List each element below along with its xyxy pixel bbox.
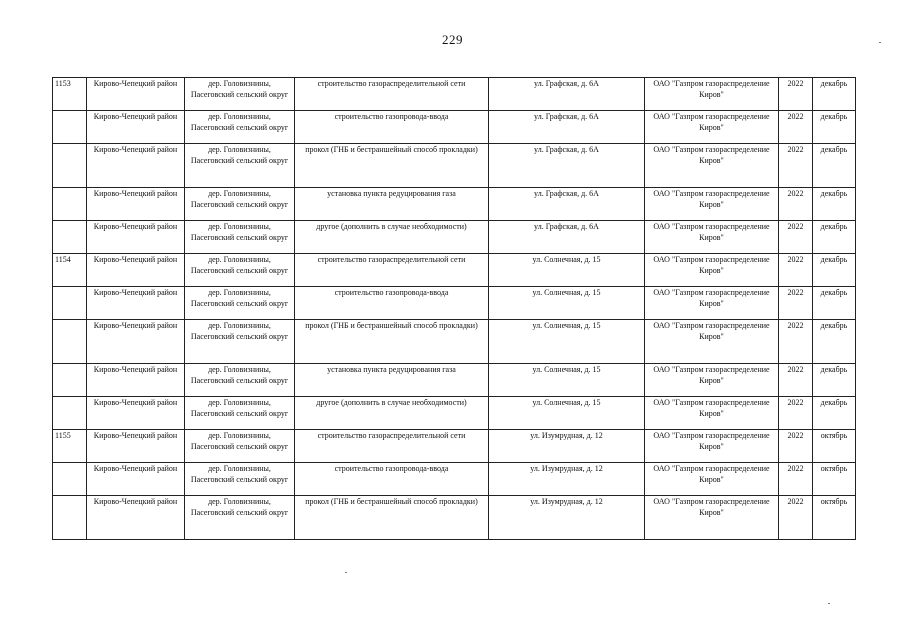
plan-month: декабрь [820,79,848,88]
table-row [53,144,856,188]
scan-speck [879,42,881,43]
cell-district [87,364,185,397]
organization-name: ОАО "Газпром газораспределение [653,112,770,121]
cell-number [53,463,87,496]
organization-name: ОАО "Газпром газораспределение [653,321,770,330]
settlement-district: Пасеговский сельский округ [190,332,289,341]
organization-city: Киров" [699,376,724,385]
organization-city: Киров" [699,233,724,242]
cell-month [813,111,856,144]
cell-number [53,430,87,463]
organization-name: ОАО "Газпром газораспределение [653,497,770,506]
street-address: ул. Солнечная, д. 15 [532,321,601,330]
organization-city: Киров" [699,200,724,209]
settlement-district: Пасеговский сельский округ [190,299,289,308]
table-row [53,78,856,111]
cell-district [87,221,185,254]
cell-organization [645,287,779,320]
cell-work-type [295,463,489,496]
cell-year [779,144,813,188]
cell-settlement [185,144,295,188]
plan-month: декабрь [820,321,848,330]
district-name: Кирово-Чепецкий район [93,288,178,297]
table-row [53,430,856,463]
cell-work-type [295,287,489,320]
settlement-name: дер. Головизнины, [208,222,271,231]
cell-address [489,111,645,144]
cell-settlement [185,78,295,111]
settlement-district: Пасеговский сельский округ [190,123,289,132]
cell-work-type [295,78,489,111]
cell-year [779,78,813,111]
street-address: ул. Изумрудная, д. 12 [530,464,603,473]
cell-year [779,463,813,496]
cell-district [87,144,185,188]
cell-settlement [185,188,295,221]
cell-address [489,320,645,364]
settlement-name: дер. Головизнины, [208,365,271,374]
cell-year [779,430,813,463]
settlement-name: дер. Головизнины, [208,497,271,506]
settlement-name: дер. Головизнины, [208,398,271,407]
cell-organization [645,144,779,188]
organization-name: ОАО "Газпром газораспределение [653,464,770,473]
work-type: прокол (ГНБ и бестраншейный способ прокладки) [305,321,478,330]
cell-month [813,188,856,221]
plan-year: 2022 [787,497,804,506]
row-number: 1153 [55,79,71,88]
cell-organization [645,397,779,430]
organization-city: Киров" [699,508,724,517]
settlement-name: дер. Головизнины, [208,464,271,473]
cell-address [489,430,645,463]
cell-organization [645,496,779,540]
table-body [53,78,856,540]
cell-address [489,254,645,287]
plan-year: 2022 [787,464,804,473]
street-address: ул. Графская, д. 6А [534,112,599,121]
plan-month: декабрь [820,255,848,264]
cell-month [813,221,856,254]
organization-city: Киров" [699,442,724,451]
cell-month [813,254,856,287]
cell-year [779,221,813,254]
settlement-district: Пасеговский сельский округ [190,409,289,418]
plan-month: декабрь [820,222,848,231]
page-number: 229 [442,32,463,47]
row-number: 1155 [55,431,71,440]
cell-number [53,144,87,188]
cell-year [779,496,813,540]
work-type: строительство газораспределительной сети [317,79,466,88]
cell-organization [645,78,779,111]
settlement-name: дер. Головизнины, [208,431,271,440]
cell-number [53,188,87,221]
plan-year: 2022 [787,255,804,264]
cell-district [87,463,185,496]
settlement-name: дер. Головизнины, [208,321,271,330]
cell-district [87,254,185,287]
table-row [53,287,856,320]
street-address: ул. Графская, д. 6А [534,79,599,88]
cell-address [489,463,645,496]
district-name: Кирово-Чепецкий район [93,464,178,473]
cell-number [53,254,87,287]
plan-month: октябрь [820,431,848,440]
work-type: строительство газопровода-ввода [334,112,449,121]
cell-district [87,320,185,364]
work-type: другое (дополнить в случае необходимости) [316,398,467,407]
cell-address [489,188,645,221]
cell-organization [645,430,779,463]
gasification-table [52,77,856,540]
organization-name: ОАО "Газпром газораспределение [653,398,770,407]
settlement-district: Пасеговский сельский округ [190,200,289,209]
cell-address [489,364,645,397]
cell-organization [645,254,779,287]
plan-year: 2022 [787,222,804,231]
plan-year: 2022 [787,365,804,374]
cell-work-type [295,111,489,144]
cell-district [87,111,185,144]
street-address: ул. Солнечная, д. 15 [532,398,601,407]
district-name: Кирово-Чепецкий район [93,112,178,121]
cell-settlement [185,364,295,397]
plan-month: декабрь [820,112,848,121]
cell-district [87,397,185,430]
district-name: Кирово-Чепецкий район [93,431,178,440]
cell-month [813,496,856,540]
plan-month: декабрь [820,189,848,198]
settlement-district: Пасеговский сельский округ [190,442,289,451]
organization-city: Киров" [699,299,724,308]
organization-name: ОАО "Газпром газораспределение [653,189,770,198]
cell-address [489,221,645,254]
cell-work-type [295,364,489,397]
work-type: прокол (ГНБ и бестраншейный способ прокладки) [305,497,478,506]
settlement-name: дер. Головизнины, [208,189,271,198]
settlement-name: дер. Головизнины, [208,112,271,121]
street-address: ул. Графская, д. 6А [534,189,599,198]
work-type: прокол (ГНБ и бестраншейный способ прокладки) [305,145,478,154]
cell-settlement [185,430,295,463]
cell-number [53,111,87,144]
settlement-district: Пасеговский сельский округ [190,266,289,275]
organization-city: Киров" [699,123,724,132]
plan-month: декабрь [820,398,848,407]
organization-name: ОАО "Газпром газораспределение [653,255,770,264]
table-row [53,320,856,364]
table-row [53,496,856,540]
table-row [53,364,856,397]
cell-number [53,287,87,320]
cell-month [813,397,856,430]
plan-year: 2022 [787,112,804,121]
organization-name: ОАО "Газпром газораспределение [653,145,770,154]
settlement-district: Пасеговский сельский округ [190,508,289,517]
plan-year: 2022 [787,321,804,330]
work-type: строительство газопровода-ввода [334,464,449,473]
cell-settlement [185,397,295,430]
organization-city: Киров" [699,475,724,484]
organization-name: ОАО "Газпром газораспределение [653,365,770,374]
cell-number [53,320,87,364]
cell-address [489,78,645,111]
street-address: ул. Графская, д. 6А [534,222,599,231]
plan-month: октябрь [820,464,848,473]
street-address: ул. Солнечная, д. 15 [532,255,601,264]
cell-organization [645,188,779,221]
cell-year [779,320,813,364]
work-type: установка пункта редуцирования газа [327,365,456,374]
cell-organization [645,364,779,397]
cell-settlement [185,111,295,144]
cell-number [53,78,87,111]
settlement-district: Пасеговский сельский округ [190,233,289,242]
cell-year [779,188,813,221]
plan-year: 2022 [787,398,804,407]
settlement-district: Пасеговский сельский округ [190,475,289,484]
plan-month: декабрь [820,365,848,374]
cell-year [779,254,813,287]
row-number: 1154 [55,255,71,264]
settlement-name: дер. Головизнины, [208,288,271,297]
cell-work-type [295,221,489,254]
street-address: ул. Солнечная, д. 15 [532,365,601,374]
cell-organization [645,320,779,364]
cell-settlement [185,221,295,254]
plan-year: 2022 [787,79,804,88]
organization-name: ОАО "Газпром газораспределение [653,431,770,440]
table-row [53,254,856,287]
organization-name: ОАО "Газпром газораспределение [653,288,770,297]
cell-settlement [185,254,295,287]
district-name: Кирово-Чепецкий район [93,79,178,88]
district-name: Кирово-Чепецкий район [93,365,178,374]
cell-settlement [185,287,295,320]
cell-month [813,463,856,496]
cell-settlement [185,496,295,540]
plan-month: декабрь [820,288,848,297]
organization-city: Киров" [699,332,724,341]
plan-year: 2022 [787,189,804,198]
plan-month: декабрь [820,145,848,154]
table-row [53,397,856,430]
cell-month [813,364,856,397]
cell-year [779,397,813,430]
cell-district [87,188,185,221]
cell-work-type [295,320,489,364]
district-name: Кирово-Чепецкий район [93,222,178,231]
organization-city: Киров" [699,266,724,275]
organization-city: Киров" [699,409,724,418]
cell-number [53,496,87,540]
work-type: строительство газопровода-ввода [334,288,449,297]
plan-year: 2022 [787,145,804,154]
organization-name: ОАО "Газпром газораспределение [653,222,770,231]
organization-city: Киров" [699,156,724,165]
district-name: Кирово-Чепецкий район [93,497,178,506]
settlement-name: дер. Головизнины, [208,255,271,264]
settlement-district: Пасеговский сельский округ [190,376,289,385]
cell-district [87,430,185,463]
organization-city: Киров" [699,90,724,99]
work-type: строительство газораспределительной сети [317,431,466,440]
cell-work-type [295,430,489,463]
cell-work-type [295,496,489,540]
street-address: ул. Графская, д. 6А [534,145,599,154]
cell-address [489,287,645,320]
plan-year: 2022 [787,431,804,440]
cell-month [813,287,856,320]
street-address: ул. Изумрудная, д. 12 [530,497,603,506]
cell-settlement [185,463,295,496]
district-name: Кирово-Чепецкий район [93,255,178,264]
settlement-district: Пасеговский сельский округ [190,90,289,99]
work-type: строительство газораспределительной сети [317,255,466,264]
cell-district [87,496,185,540]
street-address: ул. Солнечная, д. 15 [532,288,601,297]
cell-address [489,144,645,188]
scan-speck [345,572,347,573]
cell-organization [645,463,779,496]
cell-year [779,287,813,320]
plan-year: 2022 [787,288,804,297]
district-name: Кирово-Чепецкий район [93,398,178,407]
settlement-name: дер. Головизнины, [208,79,271,88]
cell-work-type [295,254,489,287]
cell-month [813,78,856,111]
table-row [53,221,856,254]
cell-number [53,364,87,397]
work-type: установка пункта редуцирования газа [327,189,456,198]
district-name: Кирово-Чепецкий район [93,145,178,154]
cell-address [489,397,645,430]
cell-month [813,430,856,463]
cell-district [87,78,185,111]
district-name: Кирово-Чепецкий район [93,189,178,198]
cell-settlement [185,320,295,364]
cell-organization [645,221,779,254]
settlement-district: Пасеговский сельский округ [190,156,289,165]
cell-work-type [295,144,489,188]
cell-address [489,496,645,540]
table-row [53,111,856,144]
cell-work-type [295,397,489,430]
cell-number [53,221,87,254]
scan-speck [828,603,830,604]
cell-district [87,287,185,320]
settlement-name: дер. Головизнины, [208,145,271,154]
plan-month: октябрь [820,497,848,506]
organization-name: ОАО "Газпром газораспределение [653,79,770,88]
street-address: ул. Изумрудная, д. 12 [530,431,603,440]
cell-year [779,364,813,397]
cell-month [813,144,856,188]
cell-year [779,111,813,144]
table-row [53,188,856,221]
district-name: Кирово-Чепецкий район [93,321,178,330]
work-type: другое (дополнить в случае необходимости) [316,222,467,231]
cell-number [53,397,87,430]
cell-work-type [295,188,489,221]
table-row [53,463,856,496]
cell-month [813,320,856,364]
cell-organization [645,111,779,144]
